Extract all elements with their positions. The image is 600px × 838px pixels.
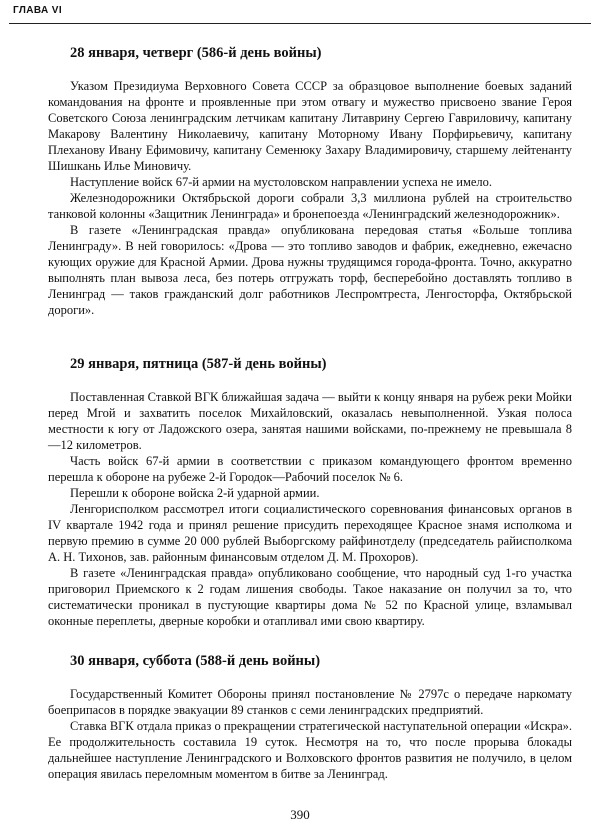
paragraph: В газете «Ленинградская правда» опубликовано сообщение, что народный суд 1-го участка приговорил Приемского к 2 годам лишения свободы. Такое наказание он получил за то, что систематически проникал в пустующие квартиры дома № 52 по Красной улице, взламывал оконные переплеты, дверные коробки и отапливал ими свою квартиру. (48, 566, 572, 628)
entry-jan-28 (48, 44, 572, 318)
running-head: ГЛАВА VI (13, 5, 63, 16)
paragraph: Государственный Комитет Обороны принял постановление № 2797с о передаче наркомату боеприпасов в порядке эвакуации 89 станков с семи ленинградских предприятий. (48, 687, 572, 717)
header-rule (9, 23, 591, 24)
paragraph: Ленгорисполком рассмотрел итоги социалистического соревнования финансовых органов в IV квартале 1942 года и принял решение присудить переходящее Красное знамя исполкома и первую премию в сумме 20 000 рублей Выборгскому райфинотделу (председатель райисполкома А. Н. Тихонов, зав. районным финансовым отделом Д. М. Прохоров). (48, 502, 572, 564)
paragraph: Перешли к обороне войска 2-й ударной армии. (70, 486, 320, 500)
paragraph: Часть войск 67-й армии в соответствии с приказом командующего фронтом временно перешла к обороне на рубеже 2-й Городок—Рабочий поселок № 6. (48, 454, 572, 484)
paragraph: Наступление войск 67-й армии на мустоловском направлении успеха не имело. (70, 175, 493, 189)
entry-date-heading: 29 января, пятница (587-й день войны) (70, 356, 327, 372)
page-number: 390 (290, 807, 310, 822)
entry-jan-30 (48, 652, 572, 782)
paragraph: Указом Президиума Верховного Совета СССР за образцовое выполнение боевых заданий командования на фронте и проявленные при этом отвагу и мужество присвоено звание Героя Советского Союза ленинградским летчикам капитану Литаврину Сергею Гавриловичу, капитану Макарову Валентину Николаевичу, капитану Моторному Ивану Порфирьевичу, капитану Плеханову Ивану Ефимовичу, капитану Семенюку Захару Владимировичу, старшему лейтенанту Шишкань Илье Миновичу. (48, 79, 572, 173)
entry-body (48, 78, 572, 318)
entry-body (48, 389, 572, 629)
paragraph: Железнодорожники Октябрьской дороги собрали 3,3 миллиона рублей на строительство танковой колонны «Защитник Ленинграда» и бронепоезда «Ленинградский железнодорожник». (48, 191, 572, 221)
entry-date-heading: 28 января, четверг (586-й день войны) (70, 45, 322, 61)
paragraph: В газете «Ленинградская правда» опубликована передовая статья «Больше топлива Ленинграду». В ней говорилось: «Дрова — это топливо заводов и фабрик, ежедневно, ежечасно кующих оружие для Красной Армии. Дрова нужны трудящимся города-фронта. Точно, аккуратно выполнять план вывоза леса, без потерь отгружать торф, бесперебойно доставлять топливо в Ленинград — таков гражданский долг работников Леспромтреста, Ленгосторфа, Октябрьской дороги». (48, 223, 572, 317)
paragraph: Поставленная Ставкой ВГК ближайшая задача — выйти к концу января на рубеж реки Мойки перед Мгой и захватить поселок Михайловский, оказалась невыполненной. Узкая полоса местности к югу от Ладожского озера, занятая нашими войсками, по-прежнему не превышала 8—12 километров. (48, 390, 572, 452)
entry-date-heading: 30 января, суббота (588-й день войны) (70, 653, 321, 669)
entry-jan-29 (48, 355, 572, 629)
entry-body (48, 686, 572, 782)
paragraph: Ставка ВГК отдала приказ о прекращении стратегической наступательной операции «Искра». Ее продолжительность составила 19 суток. Несмотря на то, что после прорыва блокады дальнейшее наступление Ленинградского и Волховского фронтов развития не получило, в целом операция явилась переломным моментом в битве за Ленинград. (48, 719, 572, 781)
